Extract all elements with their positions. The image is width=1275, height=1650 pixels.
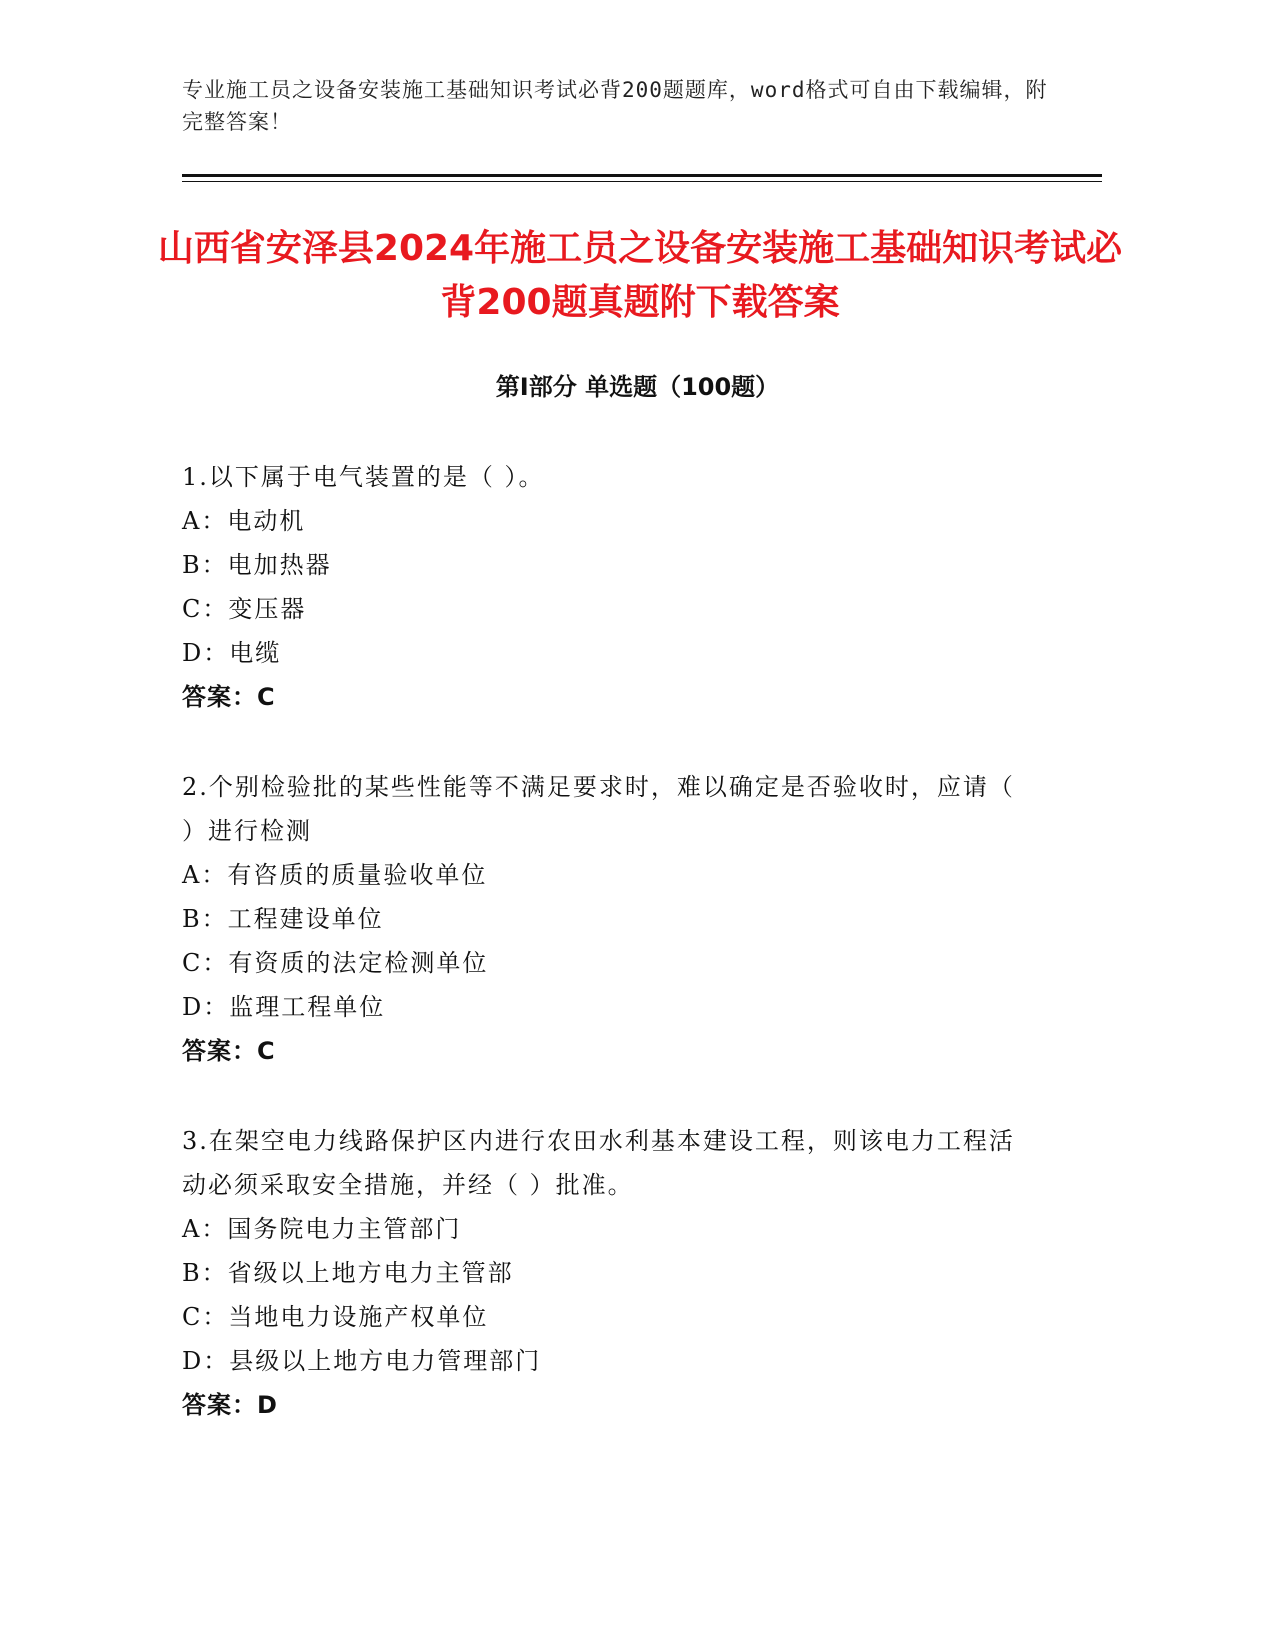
- answer: 答案：C: [182, 1037, 276, 1065]
- header-note: 专业施工员之设备安装施工基础知识考试必背200题题库，word格式可自由下载编辑，附完整答案！: [182, 78, 1048, 134]
- header-rule-thick: [182, 174, 1102, 177]
- option-b: B：省级以上地方电力主管部: [182, 1259, 514, 1287]
- document-title: 山西省安泽县2024年施工员之设备安装施工基础知识考试必背200题真题附下载答案: [157, 228, 1123, 323]
- option-d: D：监理工程单位: [182, 993, 386, 1021]
- question-2: [182, 765, 1032, 1073]
- question-3: [182, 1119, 1032, 1427]
- option-a: A：电动机: [182, 507, 306, 535]
- answer: 答案：D: [182, 1391, 278, 1419]
- section-title: 第Ⅰ部分 单选题（100题）: [495, 373, 780, 401]
- option-a: A：国务院电力主管部门: [182, 1215, 462, 1243]
- option-c: C：变压器: [182, 595, 307, 623]
- header-rule-thin: [182, 181, 1102, 182]
- question-stem: 3.在架空电力线路保护区内进行农田水利基本建设工程，则该电力工程活动必须采取安全措施，并经（ ）批准。: [182, 1127, 1015, 1199]
- option-b: B：电加热器: [182, 551, 332, 579]
- option-c: C：有资质的法定检测单位: [182, 949, 489, 977]
- question-stem: 2.个别检验批的某些性能等不满足要求时，难以确定是否验收时，应请（ ）进行检测: [182, 773, 1015, 845]
- option-b: B：工程建设单位: [182, 905, 384, 933]
- question-1: [182, 455, 1032, 719]
- question-list: [182, 455, 1032, 1473]
- option-d: D：电缆: [182, 639, 282, 667]
- question-stem: 1.以下属于电气装置的是（ ）。: [182, 463, 545, 491]
- option-c: C：当地电力设施产权单位: [182, 1303, 489, 1331]
- option-d: D：县级以上地方电力管理部门: [182, 1347, 542, 1375]
- option-a: A：有咨质的质量验收单位: [182, 861, 488, 889]
- answer: 答案：C: [182, 683, 276, 711]
